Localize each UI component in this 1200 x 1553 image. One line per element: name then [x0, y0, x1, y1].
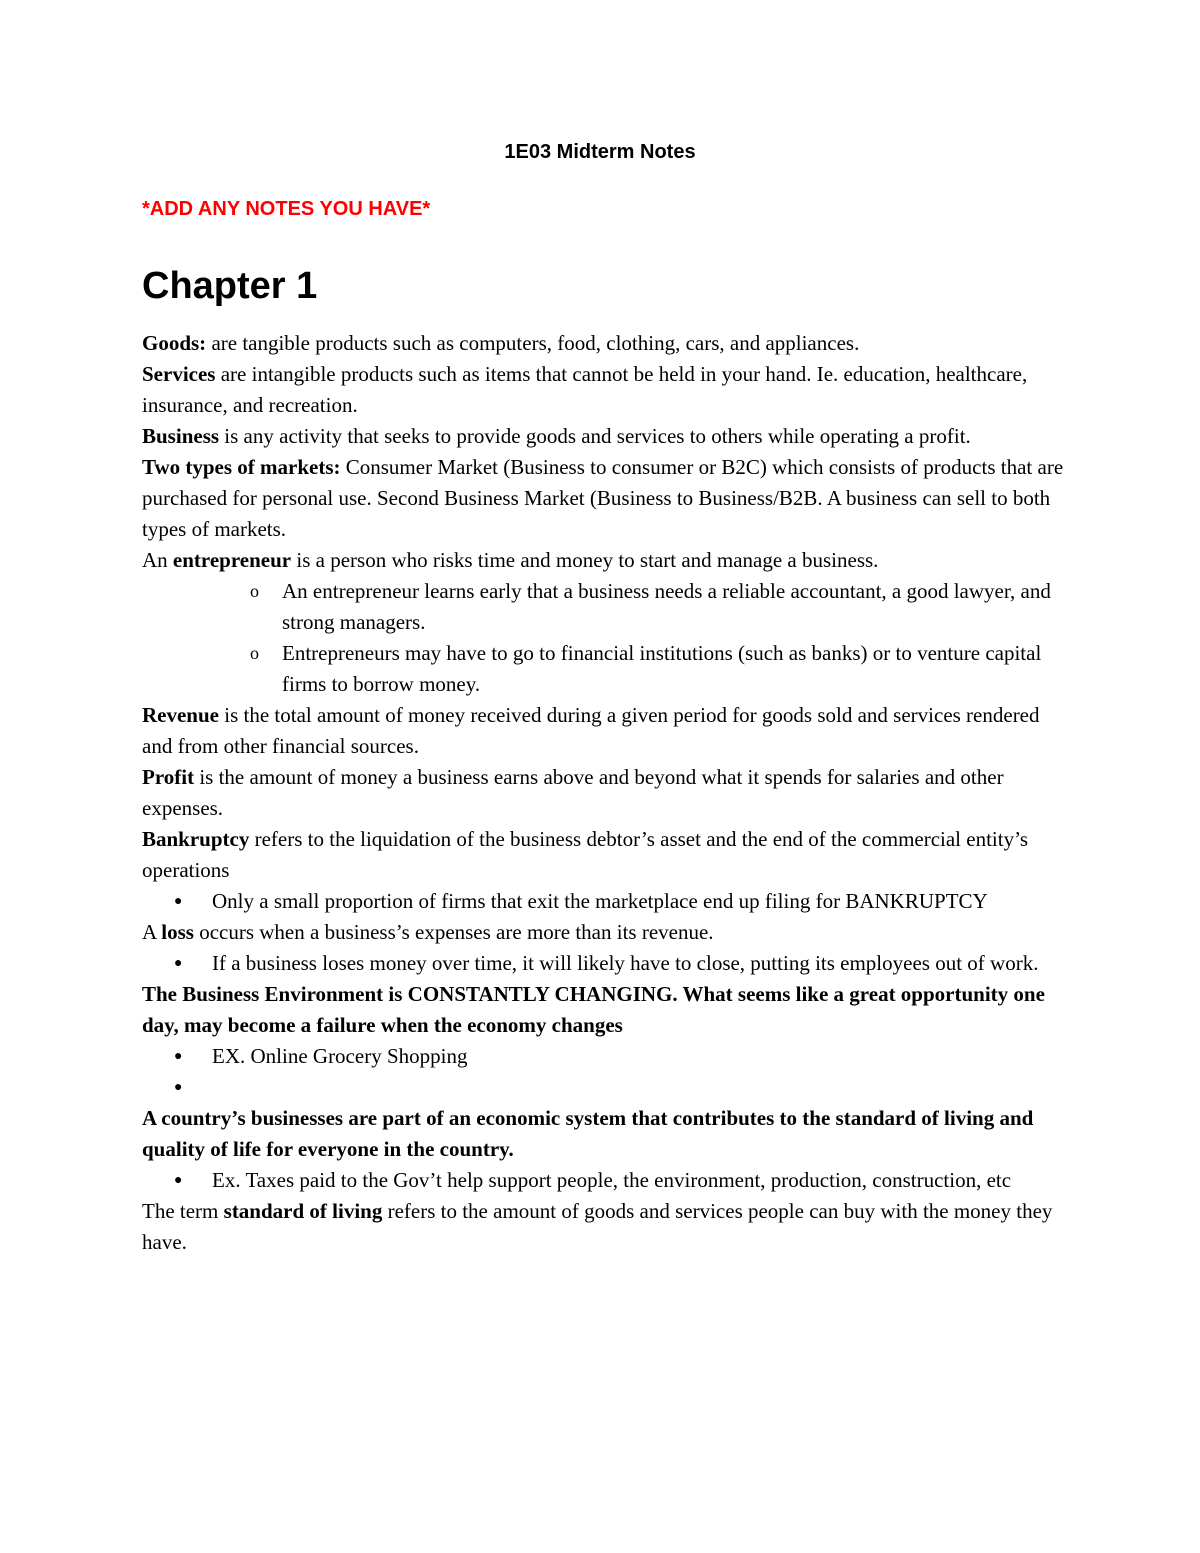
circle-bullet-icon: o [250, 581, 259, 601]
dot-bullet-icon: ● [174, 894, 183, 909]
list-item-text: If a business loses money over time, it will likely have to close, putting its employees out of work. [212, 951, 1039, 975]
loss-list [142, 948, 1072, 979]
markets-term: Two types of markets: [142, 455, 341, 479]
goods-term: Goods: [142, 331, 207, 355]
list-item [142, 576, 1072, 638]
list-item-text: EX. Online Grocery Shopping [212, 1044, 468, 1068]
revenue-text: is the total amount of money received during a given period for goods sold and services rendered and from other financial sources. [142, 703, 1040, 758]
revenue-term: Revenue [142, 703, 219, 727]
list-item [142, 948, 1072, 979]
profit-text: is the amount of money a business earns above and beyond what it spends for salaries and other expenses. [142, 765, 1004, 820]
list-item [142, 1165, 1072, 1196]
list-item-text: Entrepreneurs may have to go to financial institutions (such as banks) or to venture capital firms to borrow money. [282, 641, 1042, 696]
chapter-heading: Chapter 1 [142, 265, 318, 307]
entrepreneur-prefix: An [142, 548, 173, 572]
standard-of-living-text: refers to the amount of goods and services people can buy with the money they have. [142, 1199, 1053, 1254]
profit-definition [142, 762, 1072, 824]
loss-prefix: A [142, 920, 162, 944]
list-item [142, 1041, 1072, 1072]
loss-text: occurs when a business’s expenses are more than its revenue. [193, 920, 714, 944]
environment-list [142, 1041, 1072, 1103]
goods-definition [142, 328, 1072, 359]
services-text: are intangible products such as items that cannot be held in your hand. Ie. education, healthcare, insurance, and recreation. [142, 362, 1028, 417]
list-item-text: Only a small proportion of firms that exit the marketplace end up filing for BANKRUPTCY [212, 889, 988, 913]
entrepreneur-term: entrepreneur [172, 548, 292, 572]
standard-of-living-term: standard of living [223, 1199, 383, 1223]
business-text: is any activity that seeks to provide goods and services to others while operating a profit. [219, 424, 971, 448]
entrepreneur-list [142, 576, 1072, 700]
goods-text: are tangible products such as computers, food, clothing, cars, and appliances. [206, 331, 860, 355]
add-notes-reminder: *ADD ANY NOTES YOU HAVE* [142, 198, 431, 220]
revenue-definition [142, 700, 1072, 762]
standard-of-living-prefix: The term [142, 1199, 224, 1223]
markets-text: Consumer Market (Business to consumer or B2C) which consists of products that are purchased for personal use. Second Business Market (Business to Business/B2B. A business can sell to both types of markets. [142, 455, 1064, 541]
list-item-text: An entrepreneur learns early that a business needs a reliable accountant, a good lawyer, and strong managers. [282, 579, 1051, 634]
loss-term: loss [161, 920, 194, 944]
dot-bullet-icon: ● [174, 1049, 183, 1064]
entrepreneur-text: is a person who risks time and money to start and manage a business. [291, 548, 879, 572]
services-definition [142, 359, 1072, 421]
dot-bullet-icon: ● [174, 1173, 183, 1188]
circle-bullet-icon: o [250, 643, 259, 663]
loss-definition [142, 917, 1072, 948]
document-title: 1E03 Midterm Notes [504, 141, 696, 163]
bankruptcy-term: Bankruptcy [142, 827, 250, 851]
business-definition [142, 421, 1072, 452]
business-environment-statement: The Business Environment is CONSTANTLY CHANGING. What seems like a great opportunity one day, may become a failure when the economy changes [142, 982, 1045, 1037]
list-item [142, 886, 1072, 917]
economic-system-list [142, 1165, 1072, 1196]
entrepreneur-definition [142, 545, 1072, 576]
profit-term: Profit [142, 765, 195, 789]
dot-bullet-icon: ● [174, 956, 183, 971]
notes-body [142, 328, 1072, 1258]
markets-definition [142, 452, 1072, 545]
list-item-text: Ex. Taxes paid to the Gov’t help support people, the environment, production, construction, etc [212, 1168, 1012, 1192]
standard-of-living-definition [142, 1196, 1072, 1258]
bankruptcy-definition [142, 824, 1072, 886]
list-item [142, 1072, 1072, 1103]
bankruptcy-list [142, 886, 1072, 917]
dot-bullet-icon: ● [174, 1080, 183, 1095]
bankruptcy-text: refers to the liquidation of the business debtor’s asset and the end of the commercial entity’s operations [142, 827, 1029, 882]
business-term: Business [142, 424, 220, 448]
economic-system-statement: A country’s businesses are part of an economic system that contributes to the standard of living and quality of life for everyone in the country. [142, 1106, 1034, 1161]
list-item [142, 638, 1072, 700]
services-term: Services [142, 362, 216, 386]
